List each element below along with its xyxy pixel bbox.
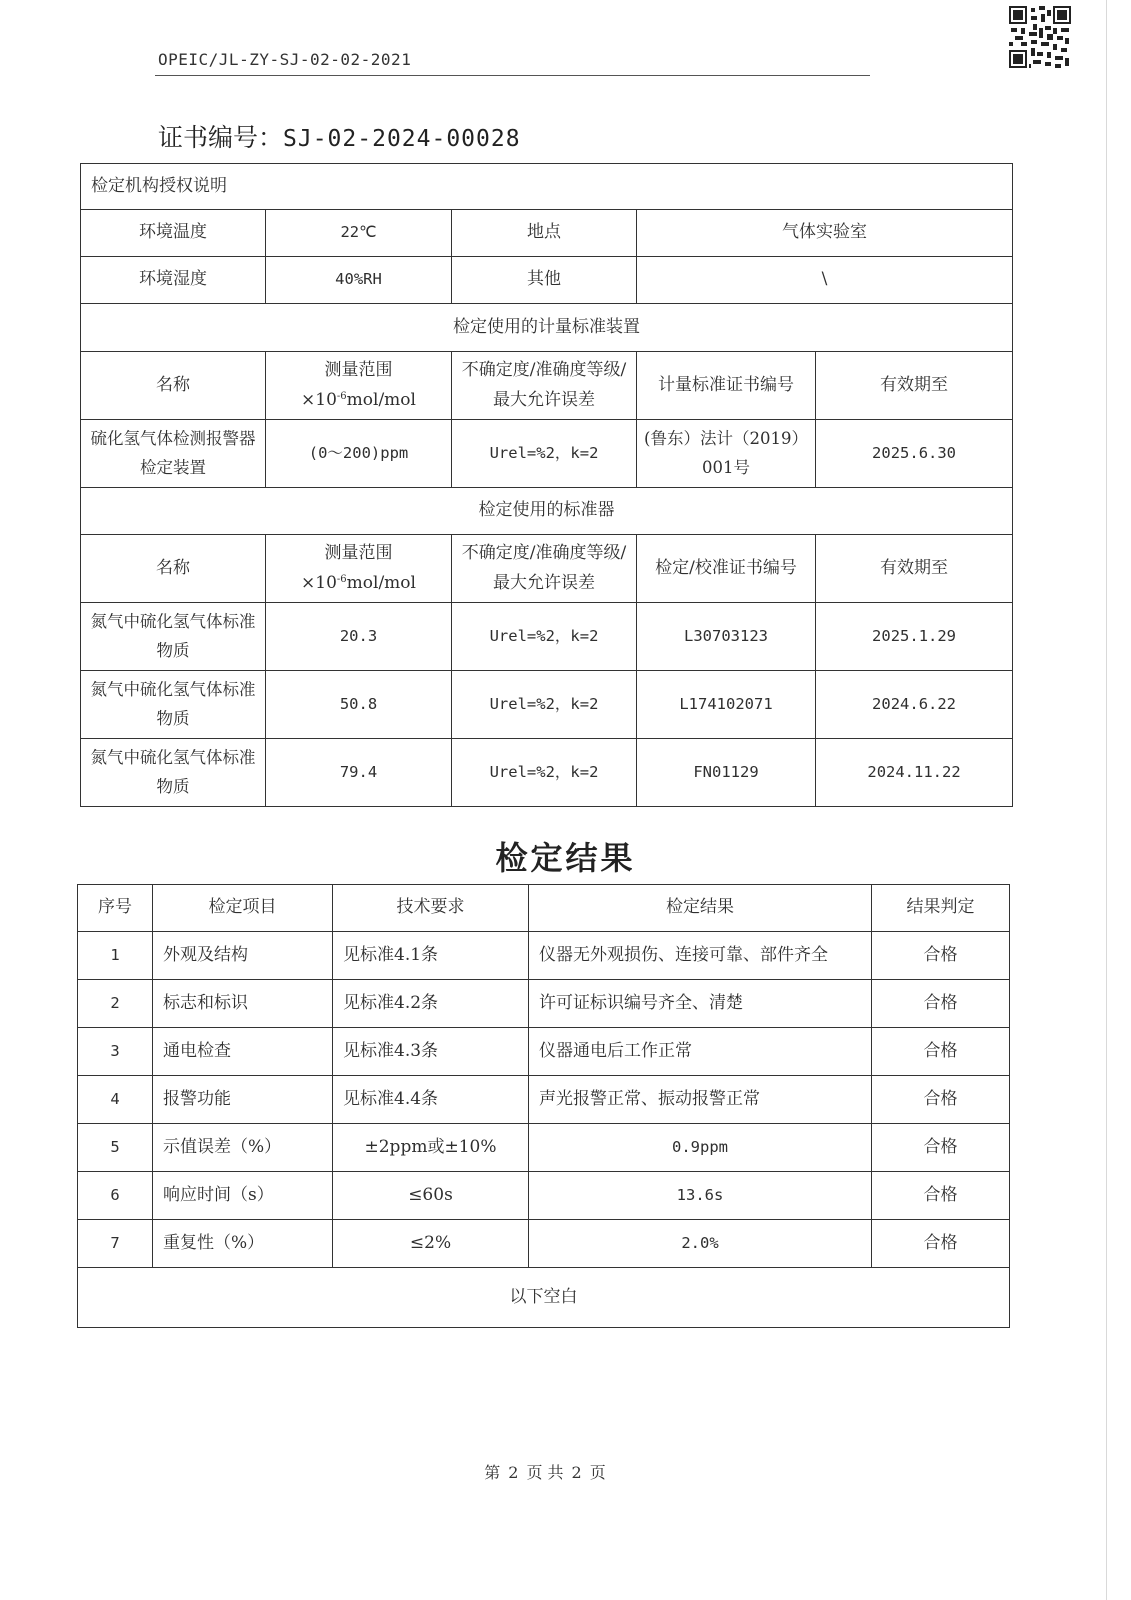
result-requirement: ≤2% xyxy=(333,1220,529,1268)
ref-material-uncertainty: Urel=%2，k=2 xyxy=(452,603,637,671)
std-device-range: (0～200)ppm xyxy=(266,420,452,488)
result-verdict: 合格 xyxy=(872,932,1010,980)
ref-material-range: 20.3 xyxy=(266,603,452,671)
result-value: 仪器无外观损伤、连接可靠、部件齐全 xyxy=(529,932,872,980)
result-value: 仪器通电后工作正常 xyxy=(529,1028,872,1076)
result-verdict: 合格 xyxy=(872,980,1010,1028)
std-device-valid-until: 2025.6.30 xyxy=(816,420,1013,488)
authorization-title: 检定机构授权说明 xyxy=(81,164,1013,210)
result-item: 重复性（%） xyxy=(153,1220,333,1268)
result-item: 标志和标识 xyxy=(153,980,333,1028)
ref-material-uncertainty: Urel=%2，k=2 xyxy=(452,671,637,739)
table-row xyxy=(78,1172,1010,1220)
authorization-table xyxy=(80,163,1013,807)
ref-material-valid-until: 2024.6.22 xyxy=(816,671,1013,739)
ref-header-range-label: 测量范围 xyxy=(324,542,393,563)
result-value: 2.0% xyxy=(529,1220,872,1268)
result-requirement: 见标准4.1条 xyxy=(333,932,529,980)
ref-material-uncertainty: Urel=%2，k=2 xyxy=(452,739,637,807)
result-value: 13.6s xyxy=(529,1172,872,1220)
table-row xyxy=(81,420,1013,488)
ref-material-range: 50.8 xyxy=(266,671,452,739)
certificate-number: SJ-02-2024-00028 xyxy=(283,126,521,152)
result-verdict: 合格 xyxy=(872,1220,1010,1268)
result-seq: 4 xyxy=(78,1076,153,1124)
result-item: 示值误差（%） xyxy=(153,1124,333,1172)
page-edge-line xyxy=(1106,0,1107,1600)
results-header-result: 检定结果 xyxy=(529,885,872,932)
results-header-verdict: 结果判定 xyxy=(872,885,1010,932)
result-verdict: 合格 xyxy=(872,1124,1010,1172)
table-row xyxy=(78,980,1010,1028)
result-requirement: 见标准4.4条 xyxy=(333,1076,529,1124)
std-device-uncertainty: Urel=%2，k=2 xyxy=(452,420,637,488)
location-label: 地点 xyxy=(452,210,637,257)
std-header-name: 名称 xyxy=(81,352,266,420)
ref-material-valid-until: 2024.11.22 xyxy=(816,739,1013,807)
ref-material-name: 氮气中硫化氢气体标准物质 xyxy=(81,671,266,739)
header-rule xyxy=(155,75,870,76)
result-verdict: 合格 xyxy=(872,1076,1010,1124)
ref-header-name: 名称 xyxy=(81,535,266,603)
result-item: 响应时间（s） xyxy=(153,1172,333,1220)
result-requirement: 见标准4.2条 xyxy=(333,980,529,1028)
ref-material-name: 氮气中硫化氢气体标准物质 xyxy=(81,739,266,807)
blank-below-note: 以下空白 xyxy=(78,1268,1010,1328)
result-requirement: ±2ppm或±10% xyxy=(333,1124,529,1172)
env-humidity-value: 40%RH xyxy=(266,257,452,304)
ref-header-range: 测量范围 $\times 10^{-6}mol$/mol xyxy=(266,535,452,603)
env-temp-label: 环境温度 xyxy=(81,210,266,257)
std-header-uncertainty: 不确定度/准确度等级/最大允许误差 xyxy=(452,352,637,420)
certificate-number-label: 证书编号： xyxy=(158,123,284,152)
result-value: 0.9ppm xyxy=(529,1124,872,1172)
reference-materials-title: 检定使用的标准器 xyxy=(81,488,1013,535)
table-row xyxy=(78,1076,1010,1124)
ref-header-cert-no: 检定/校准证书编号 xyxy=(637,535,816,603)
result-seq: 1 xyxy=(78,932,153,980)
page-number: 第 2 页 共 2 页 xyxy=(484,1463,606,1482)
ref-header-valid-until: 有效期至 xyxy=(816,535,1013,603)
qr-code-icon xyxy=(1009,6,1071,68)
std-device-name: 硫化氢气体检测报警器检定装置 xyxy=(81,420,266,488)
result-requirement: 见标准4.3条 xyxy=(333,1028,529,1076)
results-table xyxy=(77,884,1010,1328)
table-row xyxy=(78,932,1010,980)
results-heading: 检定结果 xyxy=(495,839,636,877)
result-value: 许可证标识编号齐全、清楚 xyxy=(529,980,872,1028)
std-header-range: 测量范围 $\times 10^{-6}mol$/mol xyxy=(266,352,452,420)
result-seq: 6 xyxy=(78,1172,153,1220)
table-row xyxy=(81,603,1013,671)
std-header-cert-no: 计量标准证书编号 xyxy=(637,352,816,420)
ref-material-range: 79.4 xyxy=(266,739,452,807)
other-value: \ xyxy=(637,257,1013,304)
ref-header-uncertainty: 不确定度/准确度等级/最大允许误差 xyxy=(452,535,637,603)
result-item: 报警功能 xyxy=(153,1076,333,1124)
result-seq: 5 xyxy=(78,1124,153,1172)
ref-material-cert-no: L30703123 xyxy=(637,603,816,671)
location-value: 气体实验室 xyxy=(637,210,1013,257)
result-verdict: 合格 xyxy=(872,1028,1010,1076)
document-code: OPEIC/JL-ZY-SJ-02-02-2021 xyxy=(158,50,412,69)
result-value: 声光报警正常、振动报警正常 xyxy=(529,1076,872,1124)
table-row xyxy=(81,671,1013,739)
std-device-cert-no: (鲁东）法计（2019）001号 xyxy=(637,420,816,488)
result-seq: 7 xyxy=(78,1220,153,1268)
std-header-range-unit: mol/mol xyxy=(346,389,416,410)
result-seq: 3 xyxy=(78,1028,153,1076)
result-requirement: ≤60s xyxy=(333,1172,529,1220)
table-row xyxy=(78,1220,1010,1268)
standard-devices-title: 检定使用的计量标准装置 xyxy=(81,304,1013,352)
ref-header-range-unit: mol/mol xyxy=(346,572,416,593)
result-item: 通电检查 xyxy=(153,1028,333,1076)
ref-material-cert-no: FN01129 xyxy=(637,739,816,807)
ref-material-cert-no: L174102071 xyxy=(637,671,816,739)
result-seq: 2 xyxy=(78,980,153,1028)
certificate-number-line xyxy=(158,118,521,154)
results-header-seq: 序号 xyxy=(78,885,153,932)
results-header-requirement: 技术要求 xyxy=(333,885,529,932)
std-header-valid-until: 有效期至 xyxy=(816,352,1013,420)
table-row xyxy=(78,1124,1010,1172)
result-item: 外观及结构 xyxy=(153,932,333,980)
result-verdict: 合格 xyxy=(872,1172,1010,1220)
table-row xyxy=(78,1028,1010,1076)
env-humidity-label: 环境湿度 xyxy=(81,257,266,304)
table-row xyxy=(81,739,1013,807)
results-header-item: 检定项目 xyxy=(153,885,333,932)
env-temp-value: 22℃ xyxy=(266,210,452,257)
ref-material-valid-until: 2025.1.29 xyxy=(816,603,1013,671)
std-header-range-label: 测量范围 xyxy=(324,359,393,380)
other-label: 其他 xyxy=(452,257,637,304)
ref-material-name: 氮气中硫化氢气体标准物质 xyxy=(81,603,266,671)
